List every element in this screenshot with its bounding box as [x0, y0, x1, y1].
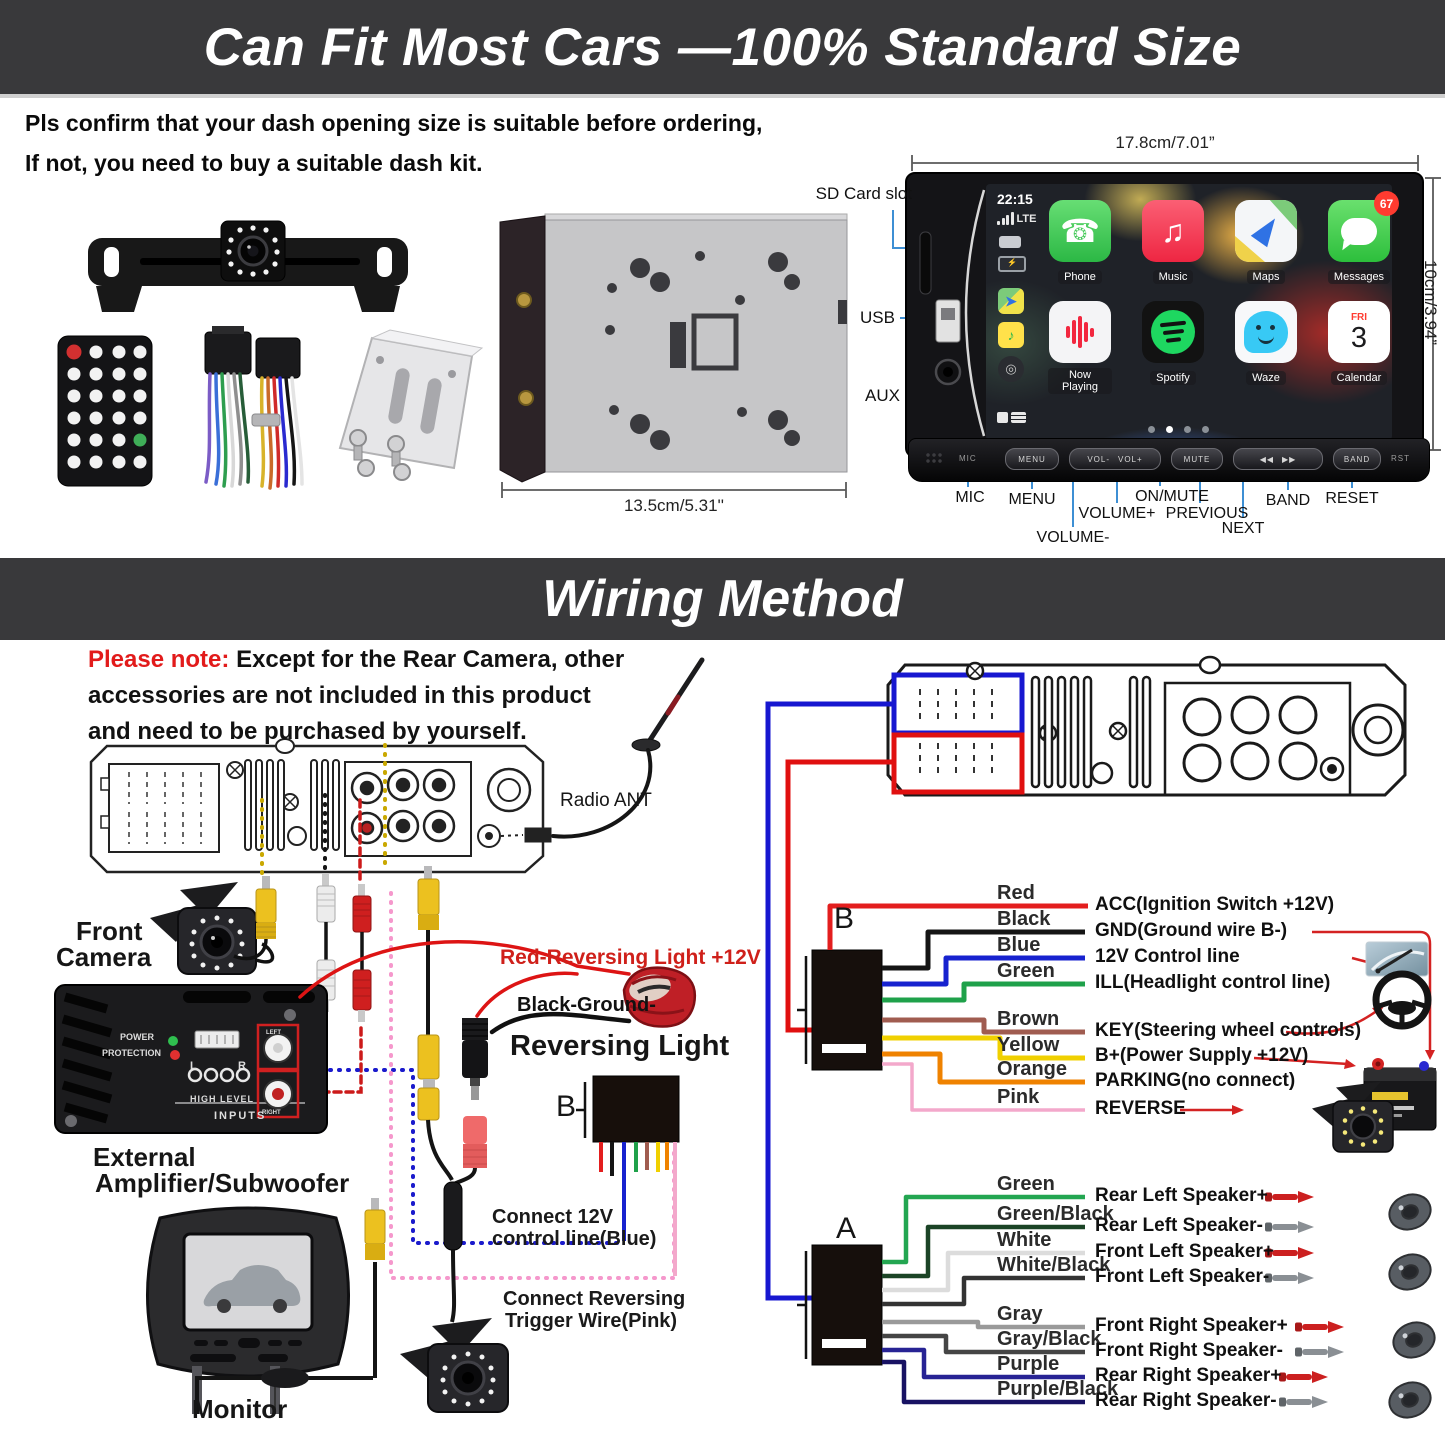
- usb-label: USB: [860, 308, 895, 327]
- app-label-calendar: Calendar: [1331, 371, 1388, 385]
- b-wire-name-yellow: Yellow: [997, 1034, 1060, 1056]
- front-camera-label-2: Camera: [56, 942, 152, 972]
- connector-b-right-label: B: [834, 902, 855, 935]
- speaker-mini-icon: ◎: [998, 356, 1024, 382]
- speaker-terminals: [1265, 1189, 1440, 1423]
- mute-button: MUTE: [1171, 448, 1223, 470]
- callout-volume-down: VOLUME-: [1036, 529, 1110, 546]
- app-label-now-playing: Now Playing: [1048, 368, 1112, 394]
- callout-volume-up: VOLUME+: [1078, 505, 1156, 522]
- app-grid: [1048, 196, 1394, 395]
- calendar-weekday: FRI: [1350, 312, 1368, 324]
- volume-buttons: [1069, 448, 1161, 470]
- maps-mini-icon: ➤: [998, 288, 1024, 314]
- aux-label: AUX: [865, 386, 900, 405]
- wiring-banner: [0, 558, 1445, 640]
- network-label: LTE: [1016, 213, 1037, 225]
- amp-left-jack-label: LEFT: [266, 1030, 281, 1036]
- a-wire-fn-rl-plus: Rear Left Speaker+: [1095, 1185, 1268, 1206]
- b-wire-fn-12v: 12V Control line: [1095, 946, 1240, 967]
- speaker-grill-holes: [925, 452, 943, 464]
- amplifier-label-2: Amplifier/Subwoofer: [95, 1168, 350, 1198]
- windshield-wiper-image: [1366, 942, 1428, 976]
- a-wire-fn-fl-plus: Front Left Speaker+: [1095, 1241, 1274, 1262]
- app-music: [1141, 200, 1205, 285]
- b-wire-fn-gnd: GND(Ground wire B-): [1095, 920, 1288, 941]
- prev-next-buttons: [1233, 448, 1323, 470]
- menu-button: MENU: [1005, 448, 1059, 470]
- app-waze: [1234, 301, 1298, 395]
- a-wire-name-purple-black: Purple/Black: [997, 1378, 1119, 1400]
- amp-protection-label: PROTECTION: [102, 1048, 162, 1058]
- app-label-music: Music: [1153, 270, 1194, 284]
- a-wire-fn-rr-minus: Rear Right Speaker-: [1095, 1390, 1277, 1411]
- music-mini-icon: ♪: [998, 322, 1024, 348]
- band-button: BAND: [1333, 448, 1381, 470]
- app-phone: [1048, 200, 1112, 285]
- app-label-waze: Waze: [1246, 371, 1286, 385]
- waze-icon: [1235, 301, 1297, 363]
- a-wire-name-green: Green: [997, 1173, 1055, 1195]
- monitor-drawing: [147, 1208, 348, 1414]
- app-label-maps: Maps: [1247, 270, 1286, 284]
- b-wire-fn-parking: PARKING(no connect): [1095, 1070, 1296, 1091]
- a-wire-name-purple: Purple: [997, 1353, 1060, 1375]
- home-split-icon: [997, 412, 1026, 423]
- b-wire-name-green: Green: [997, 960, 1055, 982]
- calendar-day: 3: [1350, 322, 1368, 355]
- depth-dimension: 13.5cm/5.31'': [623, 496, 725, 515]
- carplay-car-icon: [999, 236, 1021, 248]
- signal-status: [997, 212, 1036, 225]
- prev-icon: ◀◀: [1259, 454, 1274, 464]
- radio-rear-panel-left: [91, 739, 551, 872]
- calendar-icon: [1328, 301, 1390, 363]
- reset-hole-label: RST: [1391, 454, 1410, 463]
- signal-bars-icon: [997, 212, 1014, 225]
- width-dimension: 17.8cm/7.01”: [1115, 133, 1215, 152]
- red-rca-pair: [353, 884, 371, 1022]
- wiring-banner-title: Wiring Method: [542, 570, 903, 628]
- vol-down-button: VOL-: [1087, 454, 1110, 464]
- app-label-messages: Messages: [1328, 270, 1390, 284]
- intro-line-1: Pls confirm that your dash opening size is suitable before ordering,: [25, 110, 763, 136]
- callout-reset: RESET: [1325, 490, 1379, 507]
- callout-band: BAND: [1265, 492, 1311, 509]
- app-messages: [1327, 196, 1394, 285]
- amp-inputs-label: INPUTS: [214, 1110, 267, 1122]
- intro-line-2: If not, you need to buy a suitable dash kit.: [25, 150, 483, 176]
- rear-camera-drawing: [400, 1318, 508, 1412]
- a-wire-fn-rr-plus: Rear Right Speaker+: [1095, 1365, 1282, 1386]
- app-spotify: [1141, 301, 1205, 395]
- now-playing-icon: [1049, 301, 1111, 363]
- maps-icon: [1235, 200, 1297, 262]
- callout-previous: PREVIOUS: [1165, 505, 1249, 522]
- vol-up-button: VOL+: [1117, 454, 1143, 464]
- a-wire-name-white-black: White/Black: [997, 1254, 1111, 1276]
- screen-clock: 22:15: [997, 191, 1033, 207]
- app-calendar: [1327, 301, 1391, 395]
- connect-blue-note-2: control line(Blue): [492, 1228, 657, 1250]
- radio-ant-label: Radio ANT: [560, 790, 652, 811]
- phone-icon: ☎: [1049, 200, 1111, 262]
- sd-card-slot-label: SD Card slot: [815, 184, 912, 203]
- a-wire-name-gray: Gray: [997, 1303, 1043, 1325]
- next-icon: ▶▶: [1282, 454, 1297, 464]
- b-wire-fn-ill: ILL(Headlight control line): [1095, 972, 1331, 993]
- callout-mic: MIC: [955, 489, 985, 506]
- radio-rear-panel-right: [888, 657, 1405, 795]
- front-camera-drawing: [150, 882, 273, 974]
- height-dimension: 10cm/3.94”: [1421, 260, 1440, 346]
- page-dots: [1148, 426, 1209, 433]
- b-wire-name-brown: Brown: [997, 1008, 1060, 1030]
- b-wire-fn-bplus: B+(Power Supply +12V): [1095, 1045, 1309, 1066]
- amp-power-label: POWER: [120, 1032, 155, 1042]
- callout-menu: MENU: [1008, 491, 1056, 508]
- app-now-playing: [1048, 301, 1112, 395]
- callout-next: NEXT: [1221, 520, 1265, 537]
- app-label-spotify: Spotify: [1150, 371, 1196, 385]
- b-wire-name-black: Black: [997, 908, 1051, 930]
- battery-icon: ⚡: [998, 256, 1026, 272]
- connect-pink-note-2: Trigger Wire(Pink): [505, 1310, 678, 1332]
- speaker-icons: [1384, 1189, 1439, 1423]
- top-banner-title: Can Fit Most Cars —100% Standard Size: [203, 17, 1242, 77]
- spotify-icon: [1142, 301, 1204, 363]
- a-wire-fn-fl-minus: Front Left Speaker-: [1095, 1266, 1270, 1287]
- callout-on-mute: ON/MUTE: [1135, 488, 1209, 505]
- messages-badge: 67: [1374, 191, 1399, 216]
- amp-high-level-label: HIGH LEVEL: [190, 1094, 255, 1104]
- front-camera-label-1: Front: [76, 916, 143, 946]
- b-wire-name-orange: Orange: [997, 1058, 1068, 1080]
- amp-l-label: L: [190, 1060, 197, 1072]
- a-wire-fn-fr-plus: Front Right Speaker+: [1095, 1315, 1288, 1336]
- connector-a-right-label: A: [836, 1212, 857, 1245]
- reversing-red-label: Red-Reversing Light +12V: [500, 946, 761, 969]
- connect-pink-note-1: Connect Reversing: [503, 1288, 686, 1310]
- mic-hole-label: MIC: [959, 454, 977, 463]
- amplifier-drawing: [55, 985, 327, 1133]
- steering-wheel-icon: [1376, 974, 1428, 1026]
- app-label-phone: Phone: [1058, 270, 1102, 284]
- app-maps: [1234, 200, 1298, 285]
- b-wire-name-red: Red: [997, 882, 1035, 904]
- a-wire-name-gray-black: Gray/Black: [997, 1328, 1102, 1350]
- a-wire-fn-rl-minus: Rear Left Speaker-: [1095, 1215, 1263, 1236]
- wiring-note-line-2: accessories are not included in this product: [88, 682, 591, 709]
- head-unit-button-bar: [908, 438, 1430, 482]
- a-wire-name-green-black: Green/Black: [997, 1203, 1114, 1225]
- reversing-black-label: Black-Ground-: [517, 994, 656, 1016]
- amp-r-label: R: [238, 1060, 246, 1072]
- reversing-light-title: Reversing Light: [510, 1030, 730, 1062]
- music-icon: ♫: [1142, 200, 1204, 262]
- b-wire-fn-key: KEY(Steering wheel controls): [1095, 1020, 1362, 1041]
- connect-blue-note-1: Connect 12V: [492, 1206, 614, 1228]
- b-wire-name-blue: Blue: [997, 934, 1041, 956]
- b-wire-name-pink: Pink: [997, 1086, 1040, 1108]
- amplifier-label-1: External: [93, 1142, 196, 1172]
- wiring-note-label: Please note:: [88, 646, 230, 673]
- messages-icon: [1328, 196, 1394, 262]
- center-cables: [418, 866, 488, 1322]
- a-wire-name-white: White: [997, 1229, 1052, 1251]
- amp-right-jack-label: RIGHT: [262, 1110, 281, 1116]
- a-wire-fn-fr-minus: Front Right Speaker-: [1095, 1340, 1283, 1361]
- connector-b-middle-label: B: [556, 1090, 577, 1123]
- wiring-note-line-1: Please note: Except for the Rear Camera, other: [88, 646, 625, 673]
- b-wire-fn-acc: ACC(Ignition Switch +12V): [1095, 894, 1335, 915]
- wiring-note-line-3: and need to be purchased by yourself.: [88, 718, 527, 745]
- b-wire-fn-reverse: REVERSE: [1095, 1098, 1186, 1119]
- monitor-label: Monitor: [192, 1394, 288, 1424]
